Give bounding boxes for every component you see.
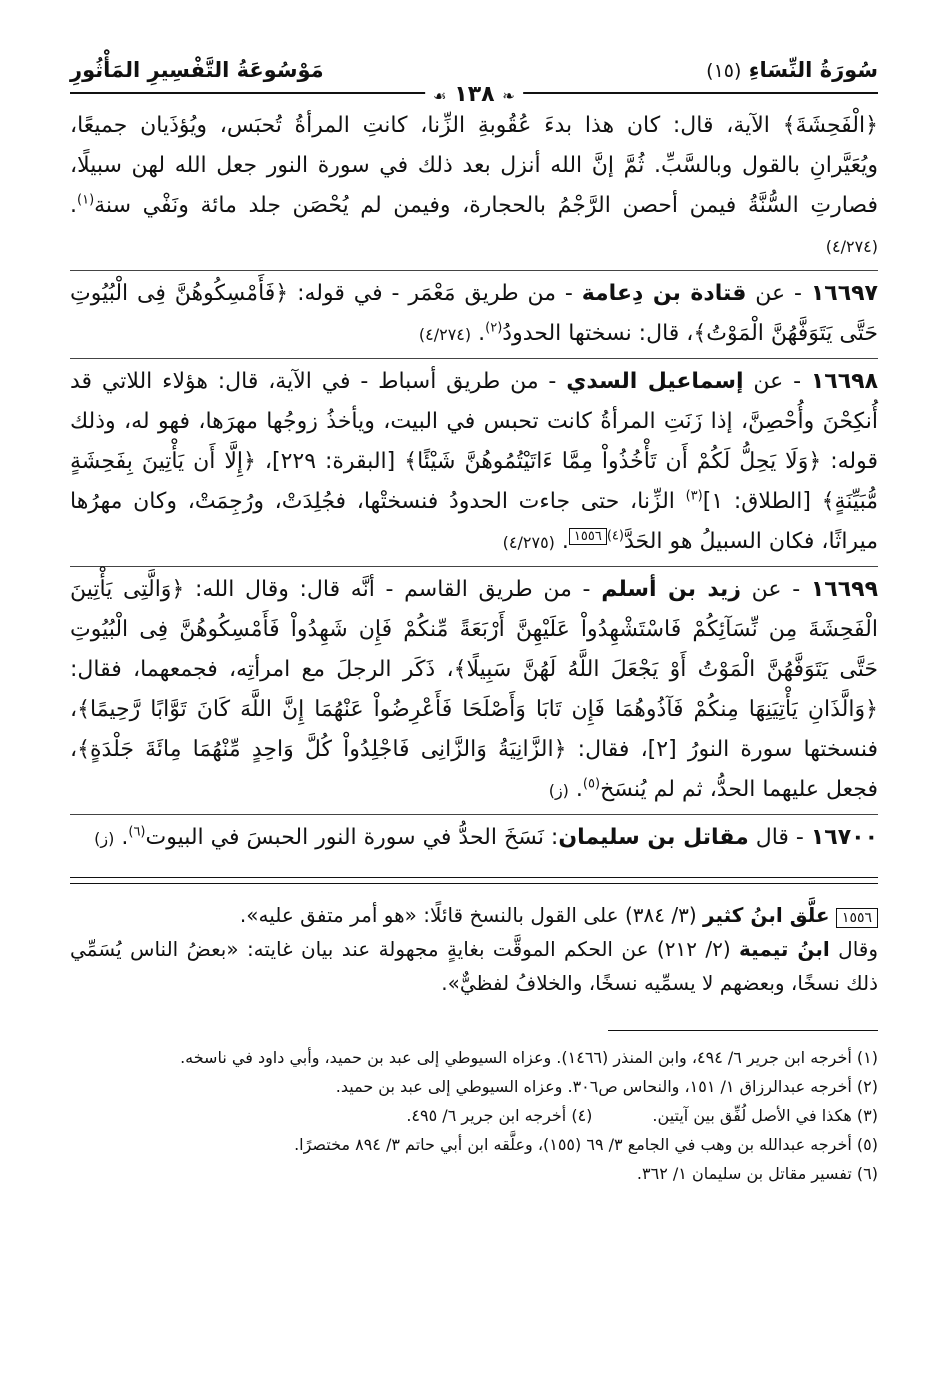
scholar-name: ابنُ تيمية — [739, 937, 830, 961]
ornament-icon: ☙ — [433, 87, 447, 105]
source-marker: (ز) — [548, 781, 569, 800]
commentary-ref: (٢/ ٢١٢) — [656, 937, 731, 961]
punctuation: . — [478, 321, 486, 346]
narration-intro: - عن — [751, 577, 801, 602]
commentary-number-box: ١٥٥٦ — [836, 908, 878, 928]
narrator-name: قتادة بن دِعامة — [581, 281, 747, 306]
footnotes — [70, 1043, 878, 1188]
paragraph-text: ﴿الْفَحِشَةَ﴾ الآية، قال: كان هذا بدءَ عُقُوبةِ الزِّنا، كانتِ المرأةُ تُحبَس، ويُؤذَيان جميعًا، ويُعَيَّرانِ بالقول وبالسَّبِّ. ثُمَّ إنَّ الله أنزل بعد ذلك في سورة النور جعل الله لهن سبيلًا، فصارتِ السُّنَّةُ فيمن أحصن الرَّجْمُ بالحجارة، وفيمن لم يُحْصَن جلد مائة ونَفْي سنة — [70, 113, 878, 218]
commentary-divider — [70, 877, 878, 884]
book-title: مَوْسُوعَةُ التَّفْسِيرِ المَأْثُورِ — [70, 58, 324, 82]
volume-ref: (٤/٢٧٥) — [502, 533, 555, 552]
commentary-text: على القول بالنسخ قائلًا: «هو أمر متفق عليه». — [239, 903, 619, 927]
main-text — [70, 106, 878, 859]
commentary-intro: وقال — [838, 937, 878, 961]
punctuation: . — [70, 193, 77, 218]
footnote-6: (٦) تفسير مقاتل بن سليمان ١/ ٣٦٢. — [636, 1164, 878, 1183]
commentary-block — [70, 898, 878, 1000]
narration-number: ١٦٧٠٠ — [810, 825, 878, 850]
volume-ref: (٤/٢٧٤) — [418, 325, 472, 344]
source-marker: (ز) — [94, 829, 115, 848]
punctuation: . — [121, 825, 129, 850]
paragraph-text: ، ذَكَر الرجلَ مع امرأتِه، فجمعهما، فقال: — [70, 657, 454, 682]
narration-number: ١٦٦٩٩ — [810, 577, 878, 602]
narrator-name: إسماعيل السدي — [566, 369, 744, 394]
footnote-2: (٢) أخرجه عبدالرزاق ١/ ١٥١، والنحاس ص٣٠٦. وعزاه السيوطي إلى عبد بن حميد. — [335, 1077, 878, 1096]
narration-16697 — [70, 274, 878, 355]
commentary-ref-box[interactable]: ١٥٥٦ — [569, 528, 607, 545]
commentary-line — [70, 932, 878, 1000]
footnote-row — [70, 1101, 878, 1130]
narrator-name: مقاتل بن سليمان — [558, 825, 749, 850]
scholar-name: علَّق ابنُ كثير — [703, 903, 830, 927]
paragraph-text: ، فنسختها سورة النورُ [٢]، فقال: — [70, 697, 879, 762]
narration-number: ١٦٦٩٨ — [810, 369, 879, 394]
narration-intro: - عن — [755, 281, 802, 306]
paragraph-text: - من طريق أسباط - في الآية، قال: هؤلاء اللاتي قد أُنكِحْنَ وأُحْصِنَّ، إذا زَنَتِ المرأةُ كانت تحبس في البيت، ويأخذُ زوجُها مهرَها، فهو له، وذلك قوله: — [70, 369, 878, 474]
paragraph-text: ، فجعل عليهما الحدُّ، ثم لم يُنسَخ — [70, 737, 878, 802]
page-number: ١٣٨ — [454, 82, 495, 107]
commentary-ref: (٣/ ٣٨٤) — [624, 903, 697, 927]
footnote-1: (١) أخرجه ابن جرير ٦/ ٤٩٤، وابن المنذر (١٤٦٦). وعزاه السيوطي إلى عبد بن حميد، وأبي داود في ناسخه. — [180, 1048, 878, 1067]
narration-16700 — [70, 818, 878, 859]
footnote-3: (٣) هكذا في الأصل لُفِّق بين آيتين. — [652, 1106, 878, 1125]
paragraph-separator — [70, 358, 878, 359]
punctuation: . — [561, 529, 569, 554]
paragraph-continuation — [70, 106, 878, 267]
paragraph-text: : نَسَخَ الحدُّ في سورة النور الحبسَ في البيوت — [145, 825, 559, 850]
quran-quote: ﴿الزَّانِيَةُ وَالزَّانِى فَاجْلِدُواْ كُلَّ وَاحِدٍ مِّنْهُمَا مِائَةَ جَلْدَةٍ﴾ — [77, 737, 567, 762]
running-header — [70, 52, 878, 107]
commentary-text: عن الحكم الموقَّت بغايةٍ مجهولة عند بيان غايته: «بعضُ الناس يُسَمِّي ذلك نسخًا، وبعضهم لا يسمِّيه نسخًا، والخلافُ لفظيٌّ». — [70, 937, 878, 995]
surah-title — [706, 58, 878, 82]
paragraph-text: - من طريق القاسم - أنَّه قال: وقال الله: — [195, 577, 591, 602]
surah-citation: [الطلاق: ١] — [702, 489, 811, 514]
surah-number: (١٥) — [706, 60, 742, 82]
narration-number: ١٦٦٩٧ — [810, 281, 878, 306]
footnote-ref: (١) — [77, 192, 95, 208]
punctuation: . — [575, 777, 583, 802]
footnote-4: (٤) أخرجه ابن جرير ٦/ ٤٩٥. — [406, 1106, 593, 1125]
narrator-name: زيد بن أسلم — [601, 577, 741, 602]
page-number-block — [425, 82, 523, 107]
ornament-icon: ❧ — [502, 87, 515, 105]
narration-16699 — [70, 570, 878, 811]
surah-citation: [البقرة: ٢٢٩]، — [264, 449, 396, 474]
footnote-ref: (٢) — [485, 320, 503, 336]
paragraph-separator — [70, 566, 878, 567]
quran-quote: ﴿وَلَا يَحِلُّ لَكُمْ أَن تَأْخُذُواْ مِمَّا ءَاتَيْتُمُوهُنَّ شَيْئًا﴾ — [404, 449, 822, 474]
paragraph-text: - من طريق مَعْمَر - في قوله: — [297, 281, 573, 306]
book-page — [70, 52, 878, 1342]
footnote-ref: (٤) — [606, 528, 624, 544]
quran-quote: ﴿وَالَّتِى يَأْتِينَ الْفَحِشَةَ مِن نِّسَآئِكُمْ فَاسْتَشْهِدُواْ عَلَيْهِنَّ أَرْبَعَةً مِّنكُمْ فَإِن شَهِدُواْ فَأَمْسِكُوهُنَّ فِى الْبُيُوتِ حَتَّى يَتَوَفَّهُنَّ الْمَوْتُ أَوْ يَجْعَلَ اللَّهُ لَهُنَّ سَبِيلًا﴾ — [70, 577, 878, 682]
footnote-ref: (٥) — [582, 776, 601, 792]
narration-16698 — [70, 362, 878, 563]
footnote-5: (٥) أخرجه عبدالله بن وهب في الجامع ٣/ ٦٩ (١٥٥)، وعلَّقه ابن أبي حاتم ٣/ ٨٩٤ مختصرًا. — [294, 1135, 878, 1154]
narration-intro: - قال — [755, 825, 804, 850]
quran-quote: ﴿وَالَّذَانِ يَأْتِيَنِهَا مِنكُمْ فَآذُوهُمَا فَإِن تَابَا وَأَصْلَحَا فَأَعْرِضُواْ عَنْهُمَا إِنَّ اللَّهَ كَانَ تَوَّابًا رَّحِيمًا﴾ — [77, 697, 878, 722]
footnote-ref: (٦) — [128, 824, 146, 840]
narration-intro: - عن — [753, 369, 802, 394]
paragraph-text: الزِّنا، حتى جاءت الحدودُ فنسختْها، فجُلِدَتْ، ورُجِمَتْ، وكان مهرُها ميراثًا، فكان السبيلُ هو الحَدَّ — [70, 489, 878, 554]
surah-name: سُورَةُ النِّسَاءِ — [748, 58, 878, 82]
paragraph-separator — [70, 814, 878, 815]
quran-quote: ﴿فَأَمْسِكُوهُنَّ فِى الْبُيُوتِ حَتَّى يَتَوَفَّهُنَّ الْمَوْتُ﴾ — [70, 281, 878, 346]
footnote-rule — [608, 1030, 878, 1031]
footnote-ref: (٣) — [685, 488, 703, 504]
volume-ref: (٤/٢٧٤) — [825, 237, 878, 256]
commentary-line — [70, 898, 878, 932]
quran-quote: ﴿إِلَّا أَن يَأْتِينَ بِفَحِشَةٍ مُّبَيِّنَةٍ﴾ — [70, 449, 878, 514]
paragraph-separator — [70, 270, 878, 271]
paragraph-text: ، قال: نسختها الحدودُ — [502, 321, 694, 346]
